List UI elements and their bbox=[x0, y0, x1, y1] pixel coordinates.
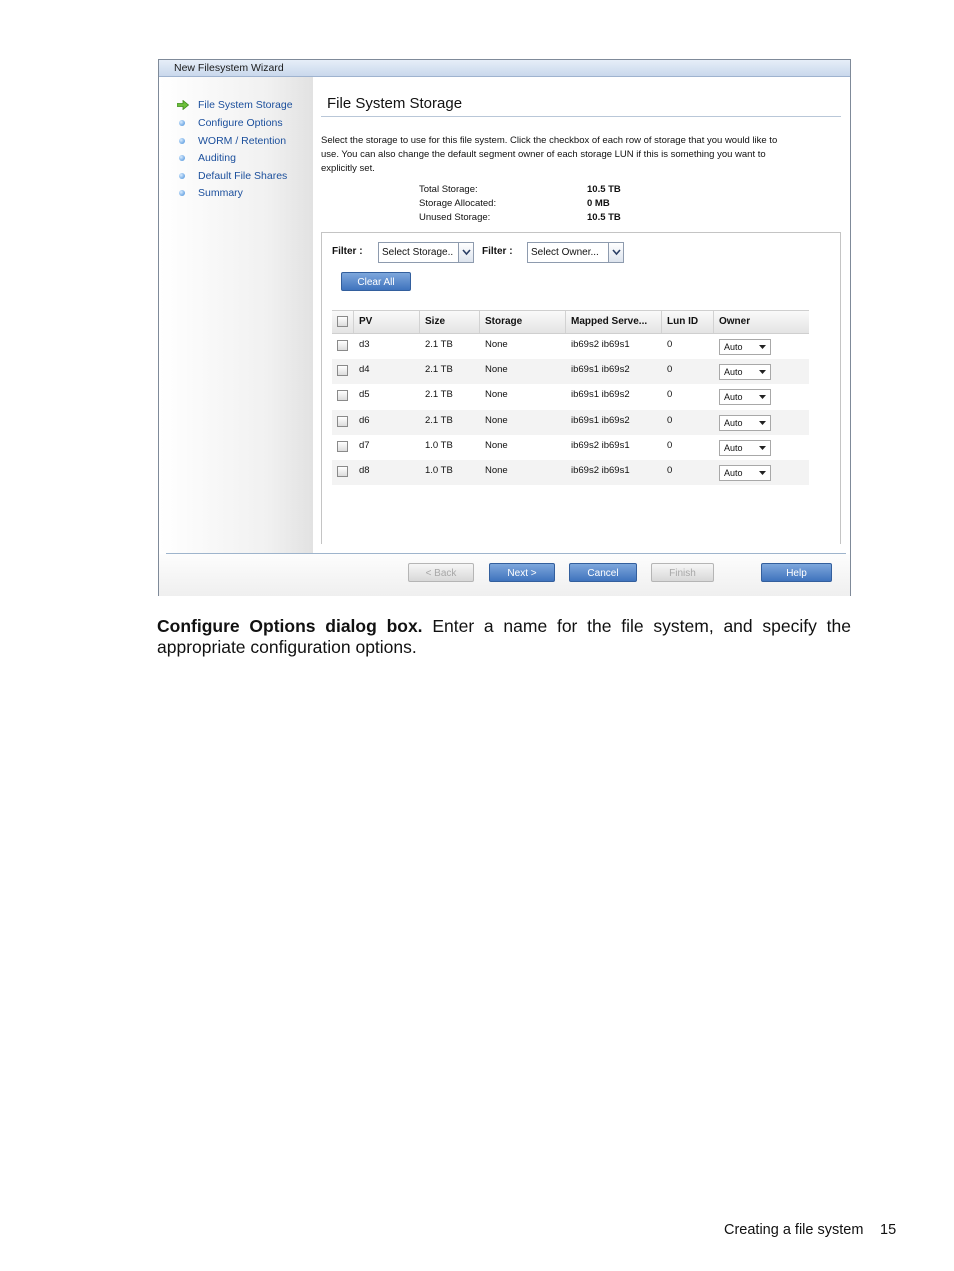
storage-allocated-value: 0 MB bbox=[587, 198, 610, 209]
cell-mapped: ib69s1 ib69s2 bbox=[571, 364, 630, 375]
row-checkbox[interactable] bbox=[337, 416, 348, 427]
step-file-system-storage[interactable] bbox=[177, 98, 293, 112]
chevron-down-icon bbox=[759, 395, 766, 399]
wizard-content bbox=[314, 77, 850, 554]
owner-filter-select[interactable] bbox=[527, 242, 624, 263]
cell-pv: d6 bbox=[359, 415, 370, 426]
owner-value: Auto bbox=[724, 468, 743, 478]
chevron-down-icon bbox=[759, 345, 766, 349]
col-pv[interactable]: PV bbox=[354, 311, 420, 333]
owner-value: Auto bbox=[724, 367, 743, 377]
total-storage-value: 10.5 TB bbox=[587, 184, 621, 195]
row-checkbox[interactable] bbox=[337, 390, 348, 401]
clear-all-button[interactable]: Clear All bbox=[341, 272, 411, 291]
unused-storage-value: 10.5 TB bbox=[587, 212, 621, 223]
caption-title: Configure Options dialog box. bbox=[157, 616, 423, 636]
chevron-down-icon bbox=[759, 446, 766, 450]
step-label: Auditing bbox=[198, 152, 236, 164]
col-lun-id[interactable]: Lun ID bbox=[662, 311, 714, 333]
cell-pv: d3 bbox=[359, 339, 370, 350]
cell-lun: 0 bbox=[667, 415, 673, 426]
wizard-steps-sidebar bbox=[159, 77, 313, 554]
cell-size: 1.0 TB bbox=[425, 465, 453, 476]
total-storage-label: Total Storage: bbox=[419, 184, 478, 195]
step-worm-retention[interactable] bbox=[177, 134, 286, 148]
footer-section-title: Creating a file system bbox=[724, 1222, 864, 1238]
col-storage[interactable]: Storage bbox=[480, 311, 566, 333]
cell-storage: None bbox=[485, 440, 508, 451]
header-select-all bbox=[332, 311, 354, 333]
step-bullet-icon bbox=[179, 190, 185, 196]
owner-select[interactable] bbox=[719, 339, 771, 355]
new-filesystem-wizard-dialog bbox=[158, 59, 851, 596]
owner-select[interactable] bbox=[719, 389, 771, 405]
col-size[interactable]: Size bbox=[420, 311, 480, 333]
owner-value: Auto bbox=[724, 392, 743, 402]
cell-mapped: ib69s1 ib69s2 bbox=[571, 415, 630, 426]
step-label: Summary bbox=[198, 187, 243, 199]
cell-storage: None bbox=[485, 389, 508, 400]
select-all-checkbox[interactable] bbox=[337, 316, 348, 327]
title-divider bbox=[321, 116, 841, 117]
cell-storage: None bbox=[485, 465, 508, 476]
step-label: WORM / Retention bbox=[198, 135, 287, 147]
table-row[interactable] bbox=[332, 410, 809, 435]
chevron-down-icon[interactable] bbox=[608, 243, 623, 262]
figure-caption bbox=[157, 616, 851, 658]
cell-lun: 0 bbox=[667, 465, 673, 476]
table-row[interactable] bbox=[332, 359, 809, 384]
storage-allocated-label: Storage Allocated: bbox=[419, 198, 497, 209]
owner-select[interactable] bbox=[719, 440, 771, 456]
cell-size: 2.1 TB bbox=[425, 364, 453, 375]
cell-mapped: ib69s2 ib69s1 bbox=[571, 339, 630, 350]
step-default-file-shares[interactable] bbox=[177, 169, 287, 183]
chevron-down-icon bbox=[759, 471, 766, 475]
unused-storage-label: Unused Storage: bbox=[419, 212, 491, 223]
storage-filter-select[interactable] bbox=[378, 242, 474, 263]
cell-mapped: ib69s1 ib69s2 bbox=[571, 389, 630, 400]
cell-lun: 0 bbox=[667, 364, 673, 375]
cancel-button[interactable]: Cancel bbox=[569, 563, 637, 582]
cell-pv: d8 bbox=[359, 465, 370, 476]
cell-size: 2.1 TB bbox=[425, 389, 453, 400]
table-row[interactable] bbox=[332, 384, 809, 409]
help-button[interactable]: Help bbox=[761, 563, 832, 582]
table-row[interactable] bbox=[332, 460, 809, 485]
page-title: File System Storage bbox=[327, 95, 463, 112]
chevron-down-icon bbox=[759, 370, 766, 374]
cell-lun: 0 bbox=[667, 339, 673, 350]
step-configure-options[interactable] bbox=[177, 116, 283, 130]
back-button[interactable]: < Back bbox=[408, 563, 474, 582]
step-bullet-icon bbox=[179, 120, 185, 126]
owner-filter-value: Select Owner... bbox=[531, 247, 599, 258]
current-step-arrow-icon bbox=[177, 100, 189, 110]
step-summary[interactable] bbox=[177, 186, 243, 200]
filter-owner-label: Filter : bbox=[482, 246, 513, 257]
storage-filter-value: Select Storage.. bbox=[382, 247, 454, 258]
table-header bbox=[332, 310, 809, 334]
cell-mapped: ib69s2 ib69s1 bbox=[571, 465, 630, 476]
row-checkbox[interactable] bbox=[337, 340, 348, 351]
owner-value: Auto bbox=[724, 418, 743, 428]
caption-text: Enter a name for the file system, and specify the appropriate configuration options. bbox=[157, 616, 851, 657]
owner-select[interactable] bbox=[719, 415, 771, 431]
cell-storage: None bbox=[485, 364, 508, 375]
table-row[interactable] bbox=[332, 435, 809, 460]
owner-select[interactable] bbox=[719, 364, 771, 380]
dialog-titlebar: New Filesystem Wizard bbox=[159, 60, 850, 77]
owner-value: Auto bbox=[724, 342, 743, 352]
cell-pv: d4 bbox=[359, 364, 370, 375]
footer-page-number: 15 bbox=[880, 1222, 897, 1238]
cell-mapped: ib69s2 ib69s1 bbox=[571, 440, 630, 451]
cell-storage: None bbox=[485, 415, 508, 426]
cell-lun: 0 bbox=[667, 440, 673, 451]
step-label: Default File Shares bbox=[198, 170, 288, 182]
step-auditing[interactable] bbox=[177, 151, 236, 165]
cell-lun: 0 bbox=[667, 389, 673, 400]
filter-storage-label: Filter : bbox=[332, 246, 363, 257]
owner-value: Auto bbox=[724, 443, 743, 453]
next-button[interactable]: Next > bbox=[489, 563, 555, 582]
row-checkbox[interactable] bbox=[337, 365, 348, 376]
cell-size: 1.0 TB bbox=[425, 440, 453, 451]
owner-select[interactable] bbox=[719, 465, 771, 481]
wizard-button-bar bbox=[159, 554, 850, 596]
step-label: File System Storage bbox=[198, 99, 293, 111]
page-description: Select the storage to use for this file system. Click the checkbox of each row of storage that you would like to use. You can also change the default segment owner of each storage LUN if this is something you want to explicitly set. bbox=[321, 135, 778, 174]
step-bullet-icon bbox=[179, 173, 185, 179]
row-checkbox[interactable] bbox=[337, 466, 348, 477]
row-checkbox[interactable] bbox=[337, 441, 348, 452]
step-label: Configure Options bbox=[198, 117, 283, 129]
chevron-down-icon bbox=[759, 421, 766, 425]
cell-pv: d5 bbox=[359, 389, 370, 400]
cell-storage: None bbox=[485, 339, 508, 350]
col-owner[interactable]: Owner bbox=[719, 316, 751, 327]
finish-button[interactable]: Finish bbox=[651, 563, 714, 582]
cell-pv: d7 bbox=[359, 440, 370, 451]
cell-size: 2.1 TB bbox=[425, 339, 453, 350]
storage-panel bbox=[321, 232, 841, 544]
step-bullet-icon bbox=[179, 155, 185, 161]
cell-size: 2.1 TB bbox=[425, 415, 453, 426]
chevron-down-icon[interactable] bbox=[458, 243, 473, 262]
table-row[interactable] bbox=[332, 334, 809, 359]
step-bullet-icon bbox=[179, 138, 185, 144]
col-mapped-servers[interactable]: Mapped Serve... bbox=[566, 311, 662, 333]
